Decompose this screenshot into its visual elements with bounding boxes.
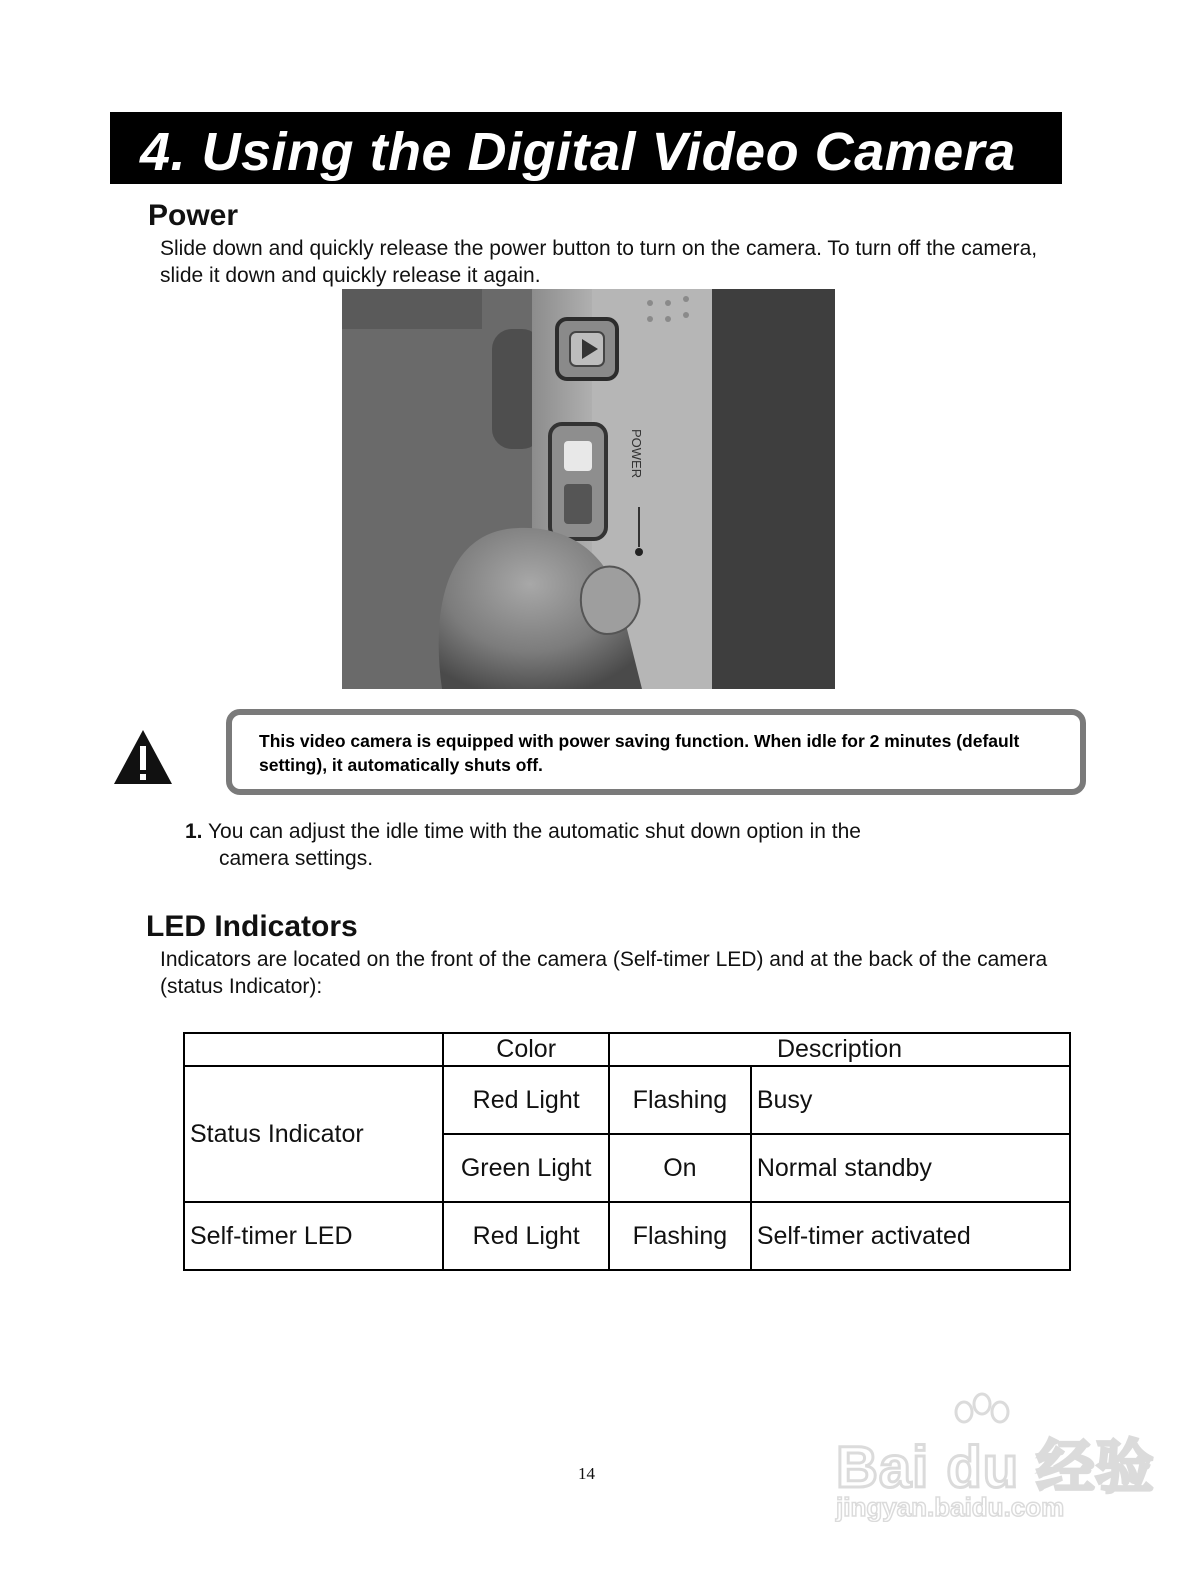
cell-description: Busy [751,1066,1070,1134]
cell-state: On [609,1134,751,1202]
list-item-line2: camera settings. [219,847,374,870]
warning-icon [112,728,174,786]
baidu-watermark [832,1392,1155,1522]
power-label-text: POWER [629,429,644,479]
cell-color: Green Light [443,1134,609,1202]
power-saving-note [226,709,1086,795]
note-text: This video camera is equipped with power saving function. When idle for 2 minutes (default setting), it automatically shuts off. [259,731,1020,775]
cell-state: Flashing [609,1066,751,1134]
header-blank [184,1033,443,1066]
camera-power-photo [342,289,835,689]
list-item-line1: You can adjust the idle time with the automatic shut down option in the [202,820,861,843]
led-heading: LED Indicators [146,910,358,943]
status-indicator-label: Status Indicator [184,1066,443,1202]
cell-description: Normal standby [751,1134,1070,1202]
cell-color: Red Light [443,1202,609,1270]
table-row [184,1066,1070,1134]
table-header-row [184,1033,1070,1066]
watermark-brand: Bai du 经验 [836,1435,1155,1500]
cell-state: Flashing [609,1202,751,1270]
header-color: Color [443,1033,609,1066]
power-heading: Power [148,199,239,232]
chapter-title: 4. Using the Digital Video Camera [140,122,1016,182]
led-paragraph: Indicators are located on the front of the camera (Self-timer LED) and at the back of the camera (status Indicator): [160,948,1048,998]
cell-description: Self-timer activated [751,1202,1070,1270]
header-description: Description [609,1033,1070,1066]
self-timer-label: Self-timer LED [184,1202,443,1270]
list-item [185,818,985,872]
cell-color: Red Light [443,1066,609,1134]
power-paragraph: Slide down and quickly release the power button to turn on the camera. To turn off the camera, slide it down and quickly release it again. [160,237,1038,287]
list-item-number: 1. [185,820,203,843]
led-table [183,1032,1071,1271]
page-number: 14 [578,1464,595,1483]
table-row [184,1202,1070,1270]
watermark-url: jingyan.baidu.com [836,1492,1065,1522]
